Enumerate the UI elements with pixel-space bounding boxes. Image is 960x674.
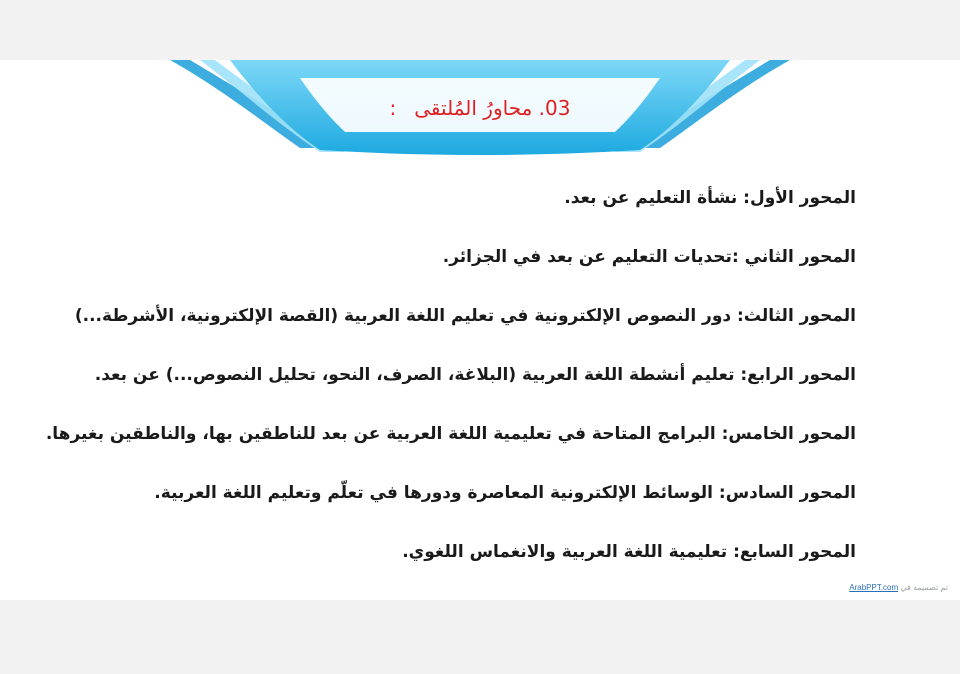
title-colon: : xyxy=(389,96,397,120)
axis-item-4: المحور الرابع: تعليم أنشطة اللغة العربية (البلاغة، الصرف، النحو، تحليل النصوص...) عن بعد. xyxy=(94,365,856,385)
banner-title xyxy=(300,88,660,128)
section-title: 03. محاورُ المُلتقى xyxy=(414,96,571,120)
title-banner xyxy=(0,60,960,160)
footer-site-link[interactable]: ArabPPT.com xyxy=(849,583,899,592)
axis-item-5: المحور الخامس: البرامج المتاحة في تعليمية اللغة العربية عن بعد للناطقين بها، والناطقين بغيرها. xyxy=(45,424,856,444)
axis-item-3: المحور الثالث: دور النصوص الإلكترونية في تعليم اللغة العربية (القصة الإلكترونية، الأشرطة...) xyxy=(74,306,856,326)
axis-item-1: المحور الأول: نشأة التعليم عن بعد. xyxy=(564,188,856,208)
axis-item-7: المحور السابع: تعليمية اللغة العربية والانغماس اللغوي. xyxy=(402,542,856,562)
axes-list xyxy=(45,178,856,591)
slide xyxy=(0,60,960,600)
axis-item-2: المحور الثاني :تحديات التعليم عن بعد في الجزائر. xyxy=(442,247,856,267)
footer-prefix: تم تصميمه في xyxy=(900,583,948,592)
axis-item-6: المحور السادس: الوسائط الإلكترونية المعاصرة ودورها في تعلّم وتعليم اللغة العربية. xyxy=(154,483,856,503)
footer-credit xyxy=(849,583,948,592)
